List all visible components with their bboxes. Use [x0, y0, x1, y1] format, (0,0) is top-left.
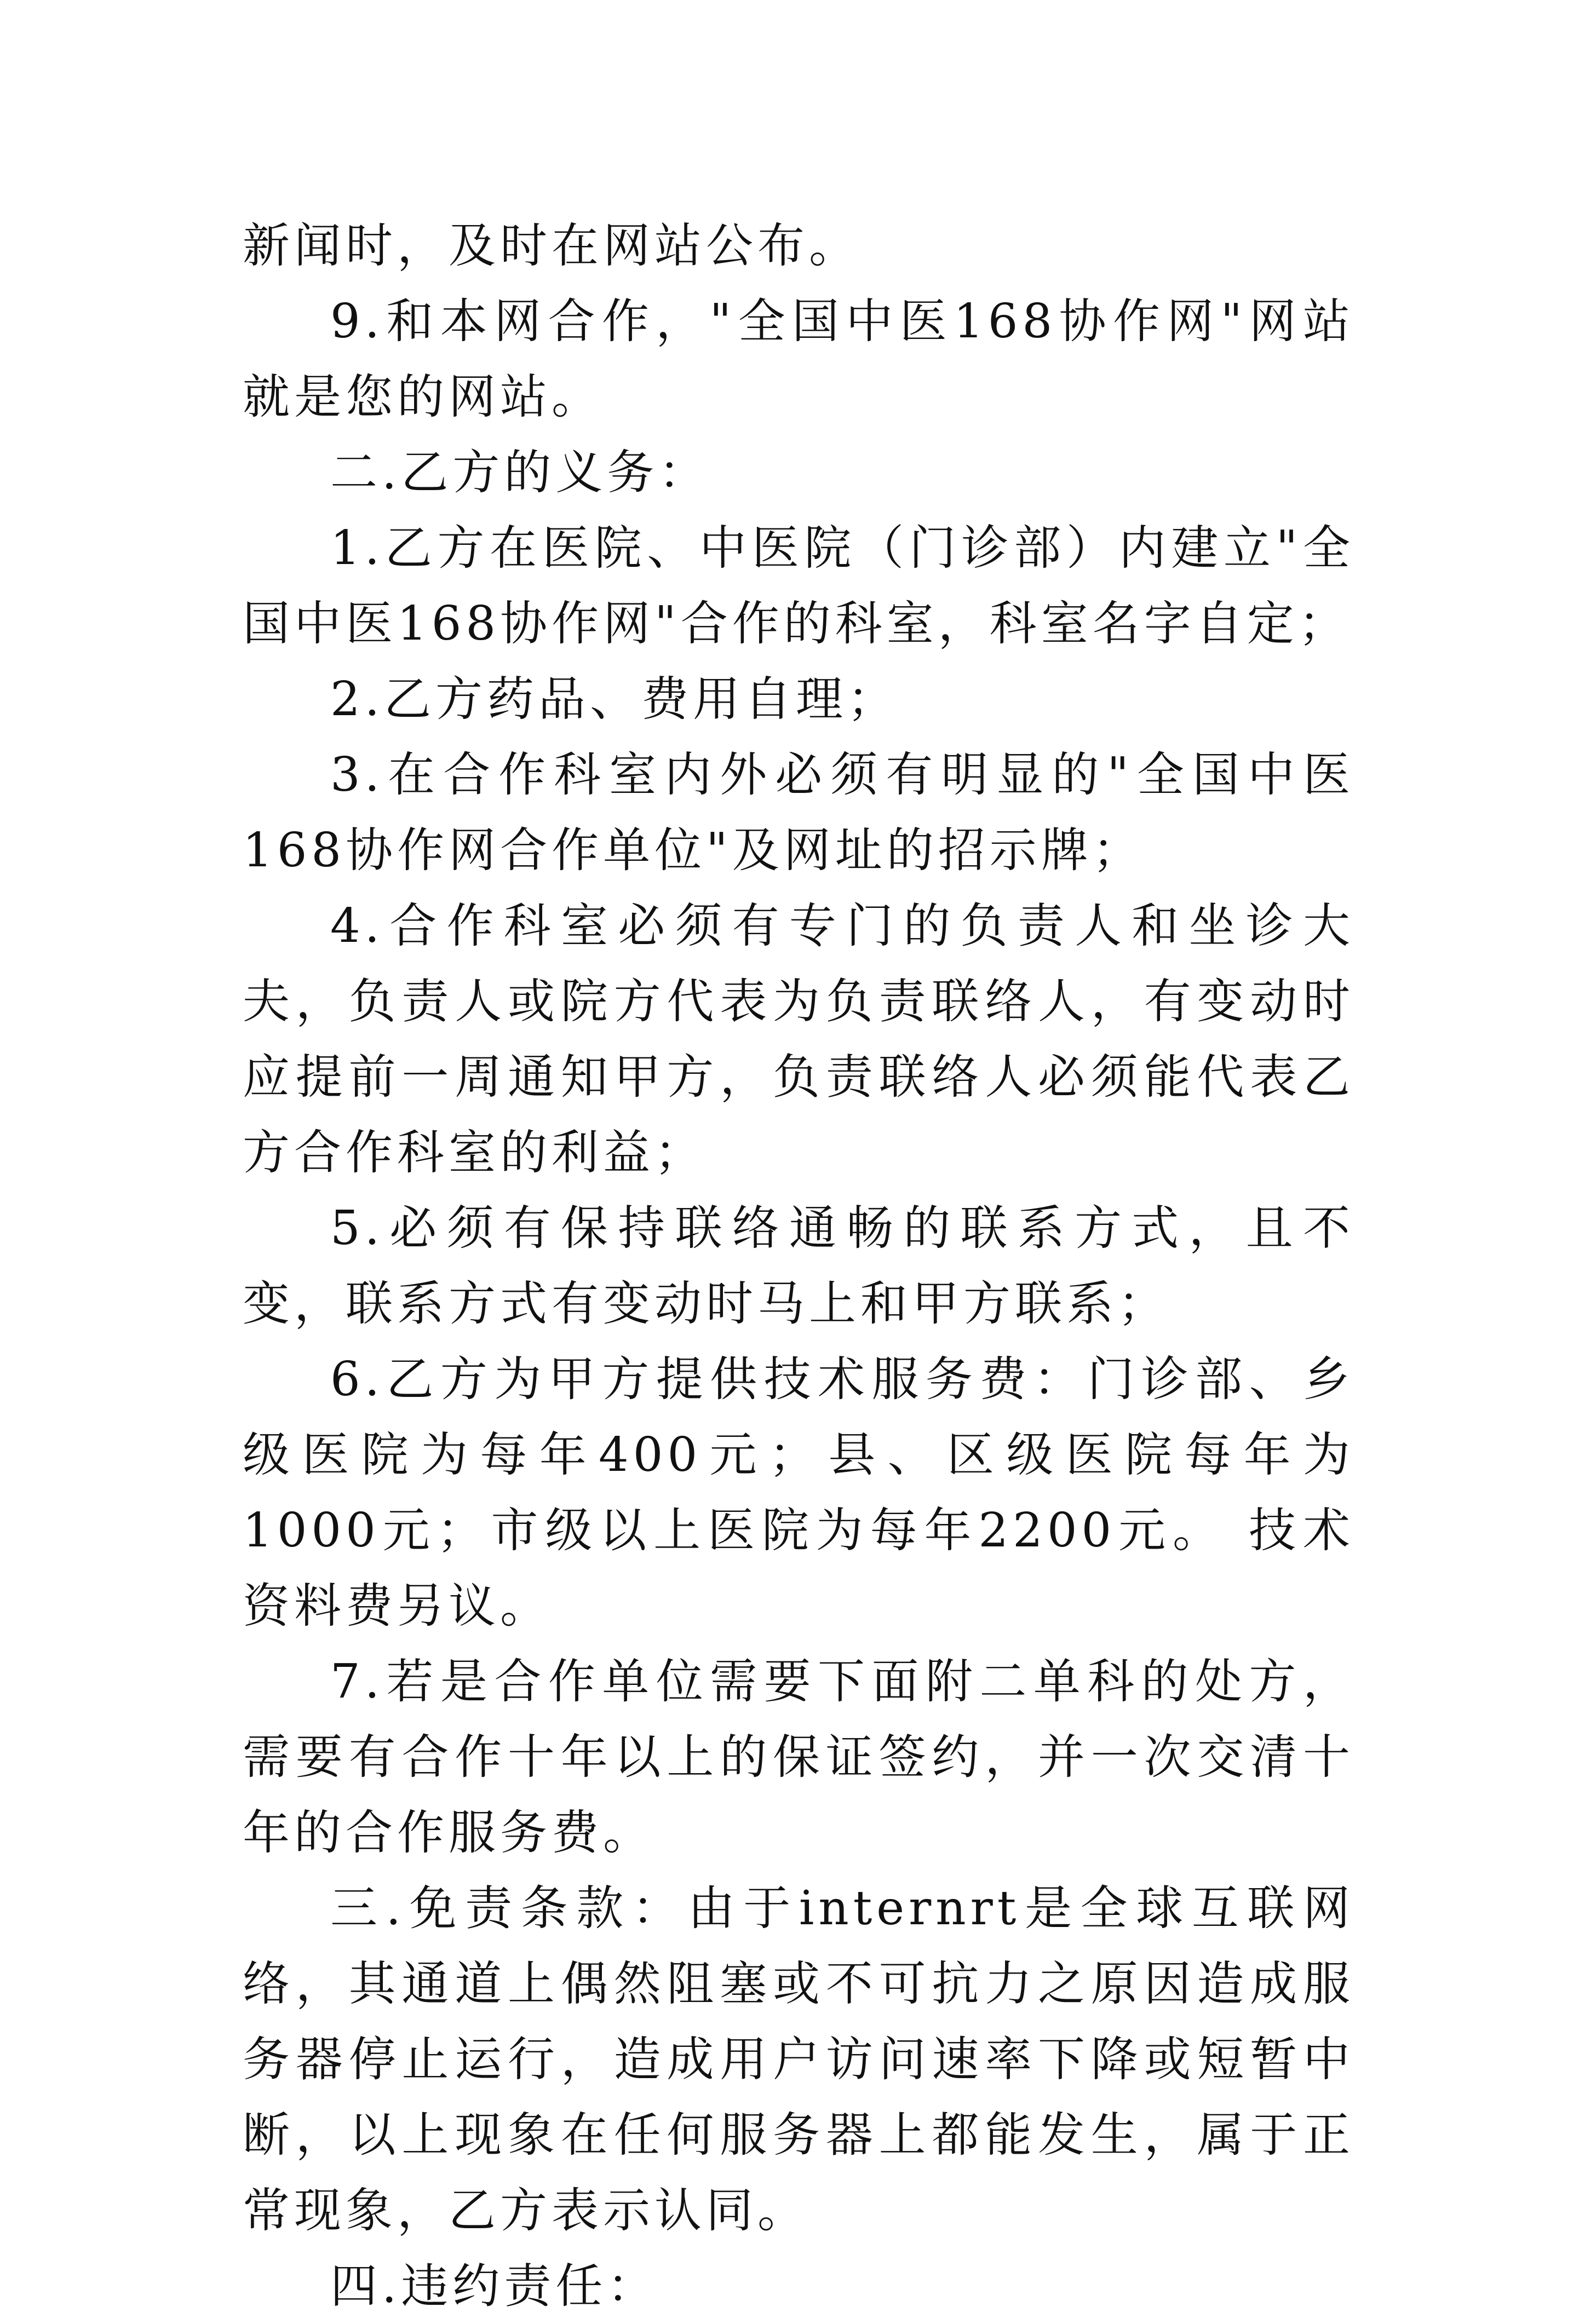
paragraph-continuation: 新闻时，及时在网站公布。: [243, 218, 860, 273]
paragraph-obligation-7: 7.若是合作单位需要下面附二单科的处方，需要有合作十年以上的保证签约，并一次交清十年的合作服务费。: [243, 1654, 1354, 1860]
paragraph-obligation-5: 5.必须有保持联络通畅的联系方式，且不变，联系方式有变动时马上和甲方联系；: [243, 1201, 1354, 1331]
paragraph-obligation-6: 6.乙方为甲方提供技术服务费：门诊部、乡级医院为每年400元；县、区级医院每年为1000元；市级以上医院为每年2200元。 技术资料费另议。: [243, 1352, 1354, 1633]
section-heading-breach-liability: 四.违约责任：: [330, 2259, 659, 2314]
paragraph-obligation-3: 3.在合作科室内外必须有明显的"全国中医168协作网合作单位"及网址的招示牌；: [243, 747, 1354, 878]
section-disclaimer: 三.免责条款：由于internrt是全球互联网络，其通道上偶然阻塞或不可抗力之原因造成服务器停止运行，造成用户访问速率下降或短暂中断，以上现象在任何服务器上都能发生，属于正常现象，乙方表示认同。: [243, 1881, 1354, 2238]
section-heading-party-b-obligations: 二.乙方的义务：: [330, 445, 710, 500]
paragraph-obligation-1: 1.乙方在医院、中医院（门诊部）内建立"全国中医168协作网"合作的科室，科室名字自定；: [243, 521, 1354, 651]
paragraph-item-9: 9.和本网合作，"全国中医168协作网"网站就是您的网站。: [243, 294, 1354, 424]
paragraph-obligation-4: 4.合作科室必须有专门的负责人和坐诊大夫，负责人或院方代表为负责联络人，有变动时应提前一周通知甲方，负责联络人必须能代表乙方合作科室的利益；: [243, 899, 1354, 1180]
document-body: [243, 208, 1354, 2324]
paragraph-obligation-2: 2.乙方药品、费用自理；: [330, 672, 899, 727]
